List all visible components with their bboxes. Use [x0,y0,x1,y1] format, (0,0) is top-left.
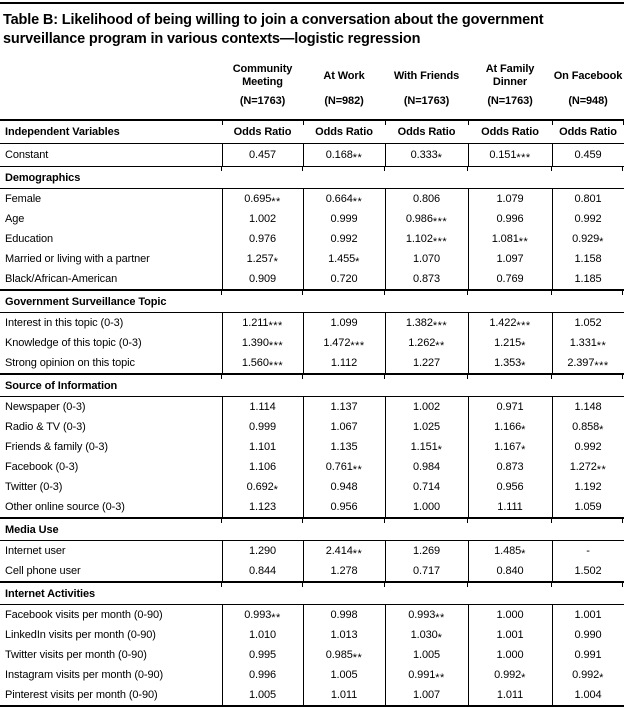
sample-size-row [0,95,624,120]
row-label: LinkedIn visits per month (0-90) [5,629,156,641]
table-row [0,541,624,562]
cell-value: 0.761** [303,457,385,477]
table-row [0,645,624,665]
cell-value: 0.769 [468,269,552,290]
measure-header: Odds Ratio [468,120,552,144]
cell-value: 1.353* [468,353,552,374]
section-label: Media Use [0,518,624,541]
cell-value: 1.167* [468,437,552,457]
section-row [0,290,624,313]
row-label: Female [5,193,42,205]
cell-value: 2.397*** [552,353,624,374]
cell-value: 0.998 [303,605,385,626]
column-header: On Facebook [553,69,623,82]
cell-value: 1.005 [222,685,303,706]
table-row [0,417,624,437]
page-title-line-2: surveillance program in various contexts—logistic regression [3,30,421,47]
table-row [0,397,624,418]
cell-value: 1.166* [468,417,552,437]
cell-value: 1.114 [222,397,303,418]
cell-value: 1.004 [552,685,624,706]
cell-value: 1.290 [222,541,303,562]
page-title [3,11,618,48]
cell-value: 1.059 [552,497,624,518]
sample-size: (N=1763) [385,95,468,120]
cell-value: 1.151* [385,437,468,457]
cell-value: 1.002 [385,397,468,418]
column-header-row [0,56,624,95]
cell-value: 0.993** [385,605,468,626]
cell-value: 1.192 [552,477,624,497]
cell-value: 0.806 [385,189,468,210]
table-row [0,209,624,229]
cell-value: 1.067 [303,417,385,437]
cell-value: 1.262** [385,333,468,353]
table-row [0,229,624,249]
page-title-line-1: Table B: Likelihood of being willing to join a conversation about the government [3,12,544,28]
table-row [0,665,624,685]
table-row [0,437,624,457]
cell-value: 1.001 [552,605,624,626]
cell-value: 1.227 [385,353,468,374]
measure-header: Odds Ratio [552,120,624,144]
table-row [0,269,624,290]
cell-value: 1.101 [222,437,303,457]
section-row [0,518,624,541]
measure-header: Odds Ratio [222,120,303,144]
row-label: Black/African-American [0,269,222,290]
cell-value: 1.257* [222,249,303,269]
cell-value: 1.502 [552,561,624,582]
cell-value: 0.992 [303,229,385,249]
cell-value: 0.801 [552,189,624,210]
column-header-spacer [0,56,222,95]
cell-value: 1.137 [303,397,385,418]
cell-value: 1.111 [468,497,552,518]
cell-value: 0.720 [303,269,385,290]
cell-value: 1.390*** [222,333,303,353]
cell-value: 1.148 [552,397,624,418]
section-row [0,582,624,605]
cell-value: 1.007 [385,685,468,706]
row-label: Age [5,213,25,225]
row-label: Radio & TV (0-3) [5,421,86,433]
table-row [0,497,624,518]
cell-value: 0.999 [303,209,385,229]
cell-value: 0.999 [222,417,303,437]
cell-value: 0.909 [222,269,303,290]
cell-value: 1.081** [468,229,552,249]
cell-value: 0.873 [385,269,468,290]
measure-header-row [0,120,624,144]
cell-value: 0.956 [303,497,385,518]
cell-value: 1.135 [303,437,385,457]
cell-value: 0.993** [222,605,303,626]
row-label: Newspaper (0-3) [5,401,86,413]
column-header: With Friends [393,69,460,82]
row-label: Pinterest visits per month (0-90) [0,685,222,706]
cell-value: 1.011 [303,685,385,706]
cell-value: 1.422*** [468,313,552,334]
cell-value: 0.976 [222,229,303,249]
row-label: Twitter visits per month (0-90) [5,649,147,661]
row-label: Education [5,233,54,245]
cell-value: 1.070 [385,249,468,269]
sample-size: (N=1763) [222,95,303,120]
section-row [0,167,624,189]
cell-value: 0.996 [468,209,552,229]
column-header: At Family Dinner [485,63,535,88]
section-label: Government Surveillance Topic [0,290,624,313]
table-row [0,561,624,582]
cell-value: 1.185 [552,269,624,290]
cell-value: 2.414** [303,541,385,562]
sample-size: (N=1763) [468,95,552,120]
cell-value: 1.079 [468,189,552,210]
row-label: Cell phone user [0,561,222,582]
cell-value: 1.025 [385,417,468,437]
cell-value: 1.560*** [222,353,303,374]
row-label: Facebook visits per month (0-90) [5,609,163,621]
cell-value: 0.971 [468,397,552,418]
table-row [0,333,624,353]
cell-value: 0.956 [468,477,552,497]
cell-value: 1.272** [552,457,624,477]
section-label: Demographics [0,167,624,189]
cell-value: 0.168** [303,144,385,167]
row-label: Friends & family (0-3) [5,441,108,453]
cell-value: 0.459 [552,144,624,167]
cell-value: 1.011 [468,685,552,706]
row-label: Married or living with a partner [5,253,150,265]
row-label: Facebook (0-3) [5,461,79,473]
cell-value: - [552,541,624,562]
cell-value: 0.990 [552,625,624,645]
cell-value: 1.211*** [222,313,303,334]
table-row [0,313,624,334]
cell-value: 0.840 [468,561,552,582]
cell-value: 0.151*** [468,144,552,167]
cell-value: 1.000 [468,605,552,626]
cell-value: 0.333* [385,144,468,167]
cell-value: 1.455* [303,249,385,269]
cell-value: 0.929* [552,229,624,249]
cell-value: 1.001 [468,625,552,645]
row-label: Constant [0,144,222,167]
column-header: Community Meeting [232,63,293,88]
cell-value: 0.991 [552,645,624,665]
independent-variables-label: Independent Variables [0,120,222,144]
cell-value: 1.485* [468,541,552,562]
cell-value: 0.664** [303,189,385,210]
cell-value: 1.472*** [303,333,385,353]
cell-value: 0.992* [552,665,624,685]
table-row [0,477,624,497]
cell-value: 0.873 [468,457,552,477]
row-label: Instagram visits per month (0-90) [5,669,164,681]
row-label: Knowledge of this topic (0-3) [5,337,142,349]
row-label: Twitter (0-3) [5,481,63,493]
section-row [0,374,624,397]
table-row [0,144,624,167]
cell-value: 0.695** [222,189,303,210]
cell-value: 0.948 [303,477,385,497]
row-label: Internet user [5,545,66,557]
sample-size: (N=948) [552,95,624,120]
cell-value: 1.010 [222,625,303,645]
cell-value: 0.457 [222,144,303,167]
table-row [0,353,624,374]
cell-value: 1.158 [552,249,624,269]
cell-value: 1.030* [385,625,468,645]
cell-value: 0.995 [222,645,303,665]
cell-value: 1.102*** [385,229,468,249]
row-label: Strong opinion on this topic [0,353,222,374]
row-label: Interest in this topic (0-3) [5,317,124,329]
table-row [0,685,624,706]
cell-value: 1.099 [303,313,385,334]
cell-value: 1.331** [552,333,624,353]
row-label: Other online source (0-3) [0,497,222,518]
top-rule [0,2,624,4]
cell-value: 1.005 [385,645,468,665]
sample-size: (N=982) [303,95,385,120]
cell-value: 0.858* [552,417,624,437]
section-label: Source of Information [0,374,624,397]
cell-value: 1.013 [303,625,385,645]
table-row [0,249,624,269]
sample-size-spacer [0,95,222,120]
regression-table [0,56,624,707]
cell-value: 1.278 [303,561,385,582]
cell-value: 0.714 [385,477,468,497]
section-label: Internet Activities [0,582,624,605]
cell-value: 1.005 [303,665,385,685]
table-row [0,625,624,645]
cell-value: 1.215* [468,333,552,353]
table-row [0,189,624,210]
cell-value: 1.002 [222,209,303,229]
cell-value: 0.844 [222,561,303,582]
measure-header: Odds Ratio [303,120,385,144]
cell-value: 0.717 [385,561,468,582]
table-row [0,605,624,626]
cell-value: 1.052 [552,313,624,334]
table-row [0,457,624,477]
cell-value: 0.985** [303,645,385,665]
cell-value: 1.382*** [385,313,468,334]
cell-value: 1.000 [385,497,468,518]
cell-value: 0.984 [385,457,468,477]
cell-value: 1.106 [222,457,303,477]
cell-value: 1.269 [385,541,468,562]
cell-value: 0.992 [552,437,624,457]
column-header: At Work [323,69,365,82]
cell-value: 0.991** [385,665,468,685]
cell-value: 1.123 [222,497,303,518]
cell-value: 0.996 [222,665,303,685]
cell-value: 0.992* [468,665,552,685]
cell-value: 1.112 [303,353,385,374]
cell-value: 0.992 [552,209,624,229]
cell-value: 1.000 [468,645,552,665]
measure-header: Odds Ratio [385,120,468,144]
cell-value: 1.097 [468,249,552,269]
cell-value: 0.692* [222,477,303,497]
cell-value: 0.986*** [385,209,468,229]
